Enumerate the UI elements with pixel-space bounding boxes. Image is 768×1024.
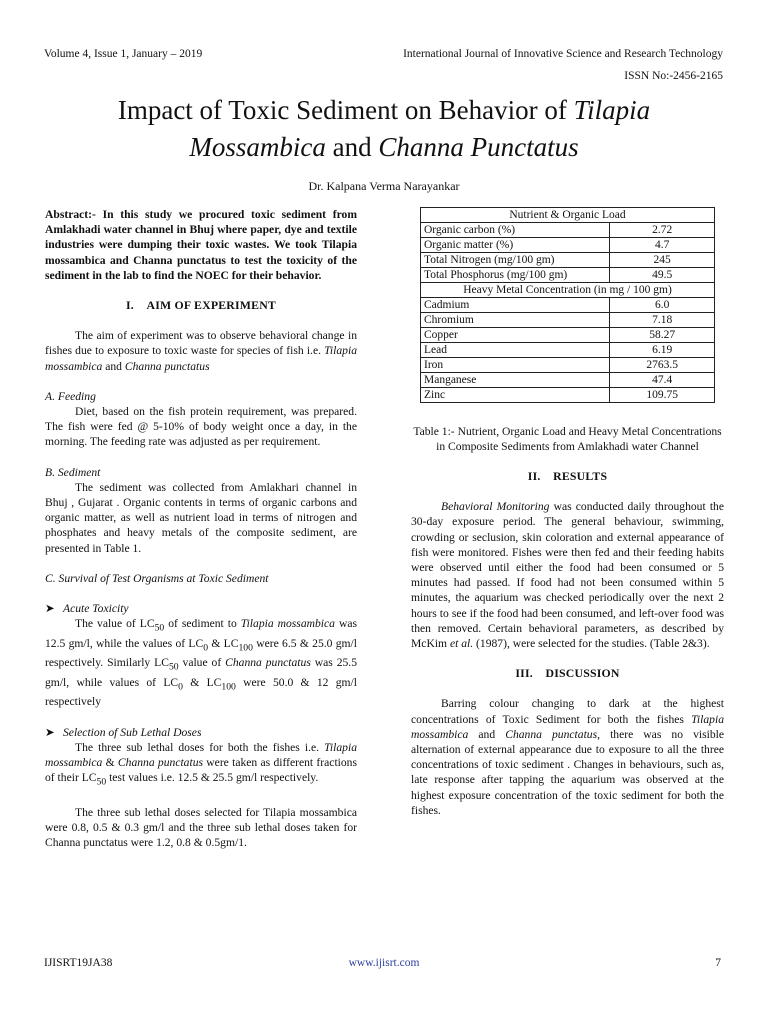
left-column [45, 207, 357, 850]
table-row [421, 253, 715, 268]
table-cell-label: Manganese [421, 373, 610, 388]
table-cell-value: 7.18 [610, 313, 715, 328]
table-caption: Table 1:- Nutrient, Organic Load and Heavy Metal Concentrations in Composite Sediments from Amlakhadi water Channel [413, 425, 722, 453]
table-row [421, 388, 715, 403]
table-cell-label: Zinc [421, 388, 610, 403]
article-code: IJISRT19JA38 [44, 957, 113, 969]
journal-url-link[interactable]: www.ijisrt.com [348, 957, 420, 969]
table-metal-header: Heavy Metal Concentration (in mg / 100 gm) [421, 283, 715, 298]
author: Dr. Kalpana Verma Narayankar [308, 179, 460, 193]
table-cell-label: Chromium [421, 313, 610, 328]
table-cell-value: 4.7 [610, 238, 715, 253]
subheading-feeding: A. Feeding [45, 389, 96, 403]
subheading-sediment: B. Sediment [45, 465, 101, 479]
right-column [411, 424, 724, 818]
nutrient-table-block [420, 207, 715, 403]
table-cell-label: Cadmium [421, 298, 610, 313]
abstract: Abstract:- In this study we procured toxic sediment from Amlakhadi water channel in Bhuj where paper, dye and textile industries were dumping their toxic wastes. We took Tilapia mossambica and Channa punctatus to test the toxicity of the sediment in the lab to find the NOEC for their behavior. [45, 208, 357, 282]
table-row [421, 268, 715, 283]
section-heading-aim: I. AIM OF EXPERIMENT [125, 298, 276, 313]
table-row [421, 373, 715, 388]
arrow-bullet-icon: ➤ [45, 725, 55, 739]
paper-title: Impact of Toxic Sediment on Behavior of Tilapia Mossambica and Channa Punctatus [117, 95, 651, 162]
acute-toxicity-paragraph: The value of $LC_{50}$ of sediment to Tilapia mossambica was 12.5 gm/l, while the values of $LC_0$ & $LC_{100}$ were 6.5 & 25.0 gm/l respectively. Similarly $LC_{50}$ value of Channa punctatus was 25.5 gm/l, while values of $LC_0$ & $LC_{100}$ were 50.0 & 12 gm/l respectively [45, 617, 357, 709]
sub-lethal-paragraph: The three sub lethal doses for both the fishes i.e. Tilapia mossambica & Channa punctatus were taken as different fractions of their $LC_{50}$ test values i.e. 12.5 & 25.5 gm/l respectively. [45, 740, 357, 788]
discussion-paragraph: Barring colour changing to dark at the highest concentrations of Toxic Sediment for both the fishes Tilapia mossambica and Channa punctatus, there was no visible alternation of external appearance due to exposure to all the three concentrations of toxic sediment . Changes in behaviours, such as, late response after tapping the aquarium was observed at the highest exposure concentration of the toxic sediment for both the fishes. [411, 697, 724, 817]
subheading-acute-toxicity: ➤ Acute Toxicity [45, 602, 129, 616]
journal-name: International Journal of Innovative Science and Research Technology [403, 48, 723, 60]
feeding-paragraph: Diet, based on the fish protein requirement, was prepared. The fish were fed @ 5-10% of body weight once a day, in the morning. The feeding rate was adjusted as per requirement. [45, 405, 357, 449]
table-row [421, 313, 715, 328]
table-cell-value: 49.5 [610, 268, 715, 283]
table-cell-value: 2.72 [610, 223, 715, 238]
results-paragraph: Behavioral Monitoring was conducted daily throughout the 30-day exposure period. The general behaviour, swimming, crowding or seclusion, skin coloration and external appearance of fish were monitored. Fishes were then fed and their feeding habits were observed until either the food had been consumed or 5 minutes had passed. If food had not been consumed within 5 minutes, the aquarium was checked periodically over the next 2 hours to see if the food had been consumed, and left-over food was then removed. Certain behavioral parameters, as described by McKim et al. (1987), were selected for the studies. (Table 2&3). [411, 500, 724, 651]
table-row [421, 328, 715, 343]
table-cell-value: 245 [610, 253, 715, 268]
table-header: Nutrient & Organic Load [421, 208, 715, 223]
table-cell-label: Total Phosphorus (mg/100 gm) [421, 268, 610, 283]
table-cell-label: Lead [421, 343, 610, 358]
table-cell-value: 47.4 [610, 373, 715, 388]
issn: ISSN No:-2456-2165 [624, 70, 723, 82]
volume-info: Volume 4, Issue 1, January – 2019 [44, 48, 203, 60]
table-row [421, 223, 715, 238]
section-heading-results: II. RESULTS [527, 469, 608, 483]
sub-lethal-doses-paragraph: The three sub lethal doses selected for Tilapia mossambica were 0.8, 0.5 & 0.3 gm/l and the three sub lethal doses taken for Channa punctatus were 1.2, 0.8 & 0.5gm/1. [45, 805, 357, 850]
nutrient-table [420, 207, 715, 403]
table-row [421, 343, 715, 358]
table-cell-label: Copper [421, 328, 610, 343]
table-cell-value: 6.19 [610, 343, 715, 358]
table-row [421, 358, 715, 373]
table-cell-label: Total Nitrogen (mg/100 gm) [421, 253, 610, 268]
table-cell-value: 2763.5 [610, 358, 715, 373]
page-number: 7 [715, 957, 721, 969]
table-cell-label: Iron [421, 358, 610, 373]
subheading-sub-lethal-doses: ➤ Selection of Sub Lethal Doses [45, 725, 202, 739]
subheading-survival: C. Survival of Test Organisms at Toxic Sediment [45, 571, 269, 585]
table-row [421, 298, 715, 313]
aim-paragraph: The aim of experiment was to observe behavioral change in fishes due to exposure to toxic waste for species of fish i.e. Tilapia mossambica and Channa punctatus [45, 329, 357, 373]
table-cell-value: 58.27 [610, 328, 715, 343]
table-cell-value: 6.0 [610, 298, 715, 313]
table-cell-label: Organic matter (%) [421, 238, 610, 253]
table-cell-value: 109.75 [610, 388, 715, 403]
section-heading-discussion: III. DISCUSSION [515, 666, 620, 681]
sediment-paragraph: The sediment was collected from Amlakhari channel in Bhuj , Gujarat . Organic contents in terms of organic carbons and organic matter, as well as nutrient load in terms of nitrogen and phosphates and heavy metals of the composite sediment, are presented in Table 1. [45, 480, 357, 555]
arrow-bullet-icon: ➤ [45, 602, 55, 616]
table-row [421, 238, 715, 253]
table-cell-label: Organic carbon (%) [421, 223, 610, 238]
